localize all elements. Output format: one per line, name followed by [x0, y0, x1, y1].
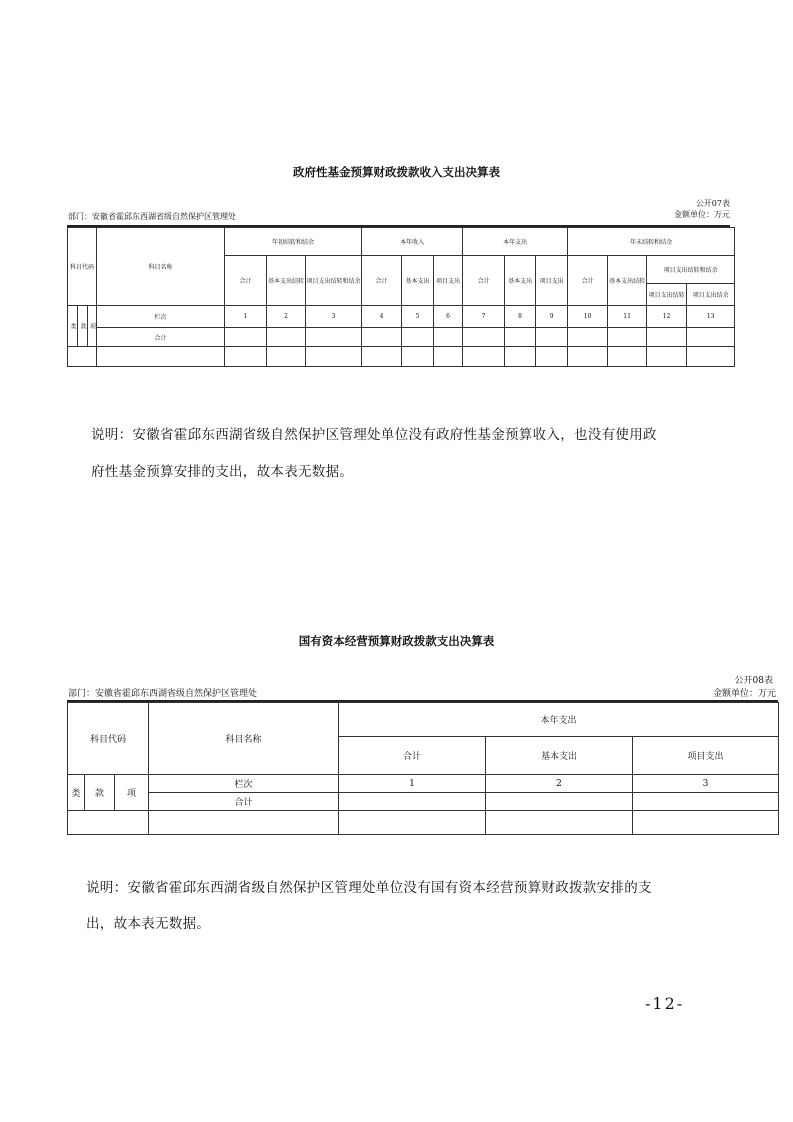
t1-col-num: 6	[434, 306, 463, 328]
t2-col-num: 3	[633, 775, 779, 793]
t1-income-project: 项目支出	[434, 256, 463, 306]
t1-kuan: 款	[78, 306, 88, 347]
t1-begin-total: 合计	[225, 256, 267, 306]
t1-group-income-header: 本年收入	[362, 228, 463, 256]
t2-empty-row	[68, 811, 149, 835]
t1-total-label: 合计	[97, 328, 225, 347]
t2-lei: 类	[68, 775, 85, 811]
t2-basic-header: 基本支出	[486, 737, 633, 775]
note2-line2: 出，故本表无数据。	[86, 916, 211, 932]
t2-col-num: 1	[339, 775, 486, 793]
t2-project-header: 项目支出	[633, 737, 779, 775]
t2-total-label: 合计	[149, 793, 339, 811]
t1-income-basic: 基本支出	[402, 256, 434, 306]
t1-subject-code-header: 科目代码	[68, 228, 97, 306]
note1-line1: 说明：安徽省霍邱东西湖省级自然保护区管理处单位没有政府性基金预算收入，也没有使用政	[91, 427, 657, 443]
note1-line2: 府性基金预算安排的支出，故本表无数据。	[91, 464, 354, 480]
t1-end-basic: 基本支出结转	[608, 256, 647, 306]
t1-col-num: 10	[568, 306, 608, 328]
t1-end-project: 项目支出结转和结余	[647, 256, 735, 284]
t1-subject-name-header: 科目名称	[97, 228, 225, 306]
table2-unit: 金额单位：万元	[712, 689, 776, 699]
table2-code: 公开08表	[734, 676, 773, 686]
t1-group-end-header: 年末结转和结余	[568, 228, 735, 256]
t2-total-header: 合计	[339, 737, 486, 775]
t1-begin-project: 项目支出结转和结余	[306, 256, 362, 306]
t1-col-num: 8	[505, 306, 536, 328]
table1-code: 公开07表	[695, 199, 730, 208]
t1-col-num: 11	[608, 306, 647, 328]
t2-col-num: 2	[486, 775, 633, 793]
t1-expense-project: 项目支出	[536, 256, 568, 306]
t1-row-label: 栏次	[97, 306, 225, 328]
t1-income-total: 合计	[362, 256, 402, 306]
t1-col-num: 4	[362, 306, 402, 328]
table1	[67, 227, 735, 367]
t1-col-num: 9	[536, 306, 568, 328]
t1-col-num: 3	[306, 306, 362, 328]
t2-group-expense-header: 本年支出	[339, 703, 779, 737]
t1-col-num: 5	[402, 306, 434, 328]
t1-expense-total: 合计	[463, 256, 505, 306]
table1-department: 部门：安徽省霍邱东西湖省级自然保护区管理处	[68, 212, 236, 221]
t2-xiang: 项	[115, 775, 149, 811]
t1-lei: 类	[68, 306, 78, 347]
t1-expense-basic: 基本支出	[505, 256, 536, 306]
t2-row-label: 栏次	[149, 775, 339, 793]
t1-col-num: 7	[463, 306, 505, 328]
t2-kuan: 款	[85, 775, 115, 811]
t1-col-num: 12	[647, 306, 687, 328]
table2-title: 国有资本经营预算财政拨款支出决算表	[298, 634, 495, 648]
t1-group-expense-header: 本年支出	[463, 228, 568, 256]
t1-begin-basic: 基本支出结转	[267, 256, 306, 306]
t2-subject-code-header: 科目代码	[68, 703, 149, 775]
t1-col-num: 1	[225, 306, 267, 328]
page-number: -12-	[645, 994, 685, 1013]
t1-col-num: 13	[687, 306, 735, 328]
t1-end-project-carry: 项目支出结转	[647, 284, 687, 306]
table1-title: 政府性基金预算财政拨款收入支出决算表	[293, 165, 500, 179]
t2-subject-name-header: 科目名称	[149, 703, 339, 775]
t1-end-total: 合计	[568, 256, 608, 306]
t1-group-begin-header: 年初结转和结余	[225, 228, 362, 256]
table2-department: 部门：安徽省霍邱东西湖省级自然保护区管理处	[68, 689, 258, 699]
t1-end-project-surplus: 项目支出结余	[687, 284, 735, 306]
t1-xiang: 项	[88, 306, 97, 347]
t1-empty-row	[68, 347, 97, 367]
note2-line1: 说明：安徽省霍邱东西湖省级自然保护区管理处单位没有国有资本经营预算财政拨款安排的支	[86, 880, 652, 896]
t1-col-num: 2	[267, 306, 306, 328]
table2	[67, 702, 779, 835]
table1-unit: 金额单位：万元	[674, 210, 730, 219]
